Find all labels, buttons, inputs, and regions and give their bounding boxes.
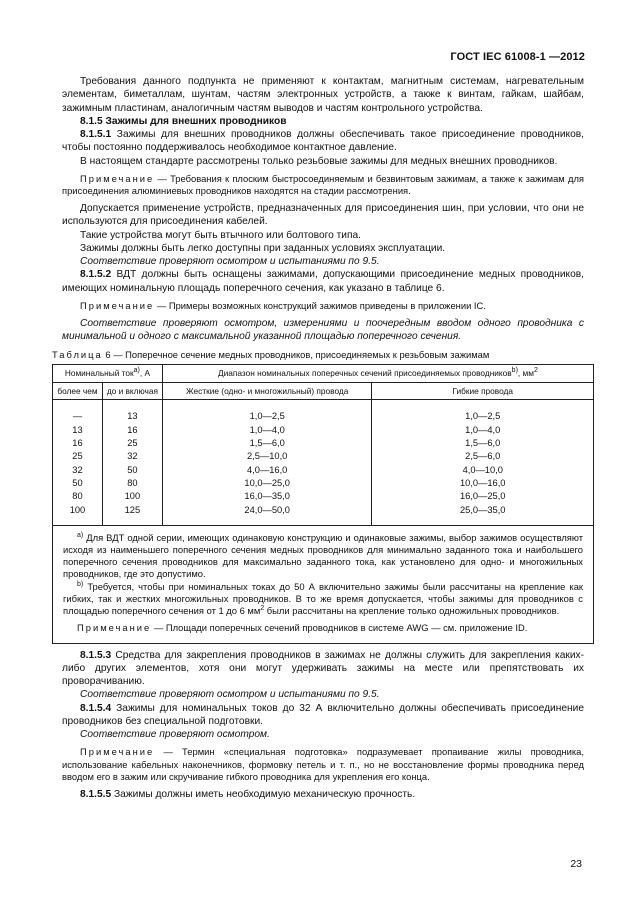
note-text: — Примеры возможных конструкций зажимов приведены в приложении IC. [156, 299, 486, 311]
cell-rigid: 16,0—35,0 [162, 490, 372, 503]
compliance-check-3: Соответствие проверяют осмотром и испытаниями по 9.5. [80, 689, 380, 701]
section-heading-8-1-5 [62, 115, 584, 128]
cell-up-to: 32 [102, 450, 162, 463]
table-note [63, 622, 583, 634]
table-footnotes-row [53, 525, 594, 643]
table-6-caption [52, 349, 584, 361]
cell-rigid: 2,5—10,0 [162, 450, 372, 463]
cell-rigid: 24,0—50,0 [162, 504, 372, 526]
screw-terminals-paragraph: В настоящем стандарте рассмотрены только резьбовые зажимы для медных внешних проводников. [80, 155, 558, 167]
header-rated-current: Номинальный ток$^{a)}$, А [53, 364, 163, 382]
cell-flexible: 1,5—6,0 [372, 437, 594, 450]
note-text: — Требования к плоским быстросоединяемым и безвинтовым зажимам, а также к зажимам для присоединения алюминиевых проводников находятся на стадии рассмотрения. [62, 172, 584, 196]
clause-text: Зажимы для внешних проводников должны обеспечивать такое присоединение проводников, чтобы постоянно поддерживалось необходимое контактное давление. [62, 129, 584, 154]
footnote-a: $^{a)}$ Для ВДТ одной серии, имеющих одинаковую конструкцию и одинаковые зажимы, выбор зажимов осуществляют исходя из наименьшего поперечного сечения медных проводников для минимально заданного тока и наибольшего поперечного сечения проводников для максимально заданного тока, как установлено для одно- и многожильных проводников, где это допустимо. [63, 531, 584, 580]
access-paragraph: Зажимы должны быть легко доступны при заданных условиях эксплуатации. [80, 242, 446, 254]
table-row [53, 400, 594, 424]
page-number: 23 [570, 858, 582, 870]
table-caption-label: Таблица [52, 348, 103, 360]
note-text: — Термин «специальная подготовка» подразумевает пропаивание жилы проводника, использование кабельных наконечников, формовку петель и т. п., но не восстановление формы проводника перед вводом его в зажим или скручивание гибкого проводника для укрепления его конца. [62, 746, 584, 782]
cell-more-than: 32 [53, 464, 103, 477]
cell-flexible: 1,0—2,5 [372, 400, 594, 424]
page-content [52, 75, 584, 801]
clause-8-1-5-2 [62, 268, 584, 295]
table-row [53, 437, 594, 450]
clause-number: 8.1.5.3 [80, 649, 112, 661]
cell-more-than: 16 [53, 437, 103, 450]
table-row [53, 504, 594, 526]
section-number: 8.1.5 [80, 115, 103, 127]
cell-rigid: 4,0—16,0 [162, 464, 372, 477]
cell-more-than: 25 [53, 450, 103, 463]
note-1 [62, 173, 584, 197]
clause-number: 8.1.5.4 [80, 702, 112, 714]
cell-rigid: 1,0—4,0 [162, 424, 372, 437]
header-flexible: Гибкие провода [372, 382, 594, 400]
clause-8-1-5-1 [62, 128, 584, 155]
cell-flexible: 10,0—16,0 [372, 477, 594, 490]
note-3 [62, 746, 584, 783]
cell-more-than: 50 [53, 477, 103, 490]
clause-text: Средства для закрепления проводников в зажимах не должны служить для закрепления каких-либо других элементов, хотя они могут удерживать зажимы на месте или препятствовать их проворачиванию. [62, 649, 584, 688]
cell-flexible: 16,0—25,0 [372, 490, 594, 503]
note-2 [62, 300, 584, 312]
table-caption-text: 6 — Поперечное сечение медных проводников, присоединяемых к резьбовым зажимам [105, 348, 490, 360]
cell-more-than: — [53, 400, 103, 424]
standard-header: ГОСТ IEC 61008-1 —2012 [450, 51, 585, 63]
clause-8-1-5-5 [62, 788, 584, 801]
table-row [53, 477, 594, 490]
cell-more-than: 13 [53, 424, 103, 437]
compliance-check-4: Соответствие проверяют осмотром. [80, 729, 270, 741]
clause-number: 8.1.5.2 [80, 269, 112, 281]
clause-text: ВДТ должны быть оснащены зажимами, допускающими присоединение медных проводников, имеющих номинальную площадь поперечного сечения, как указано в таблице 6. [62, 269, 584, 294]
clause-8-1-5-3 [62, 649, 584, 689]
cell-up-to: 25 [102, 437, 162, 450]
clause-8-1-5-4 [62, 702, 584, 729]
note-label: Примечание [80, 172, 155, 184]
cell-up-to: 80 [102, 477, 162, 490]
note-label: Примечание [80, 746, 155, 758]
table-row [53, 450, 594, 463]
note-text: — Площади поперечных сечений проводников в системе AWG — см. приложение ID. [153, 622, 528, 634]
note-label: Примечание [77, 622, 152, 634]
cell-flexible: 25,0—35,0 [372, 504, 594, 526]
clause-text: Зажимы для номинальных токов до 32 А включительно должны обеспечивать присоединение проводников без специальной подготовки. [62, 702, 584, 727]
cell-flexible: 2,5—6,0 [372, 450, 594, 463]
table-6 [52, 364, 594, 644]
cell-up-to: 50 [102, 464, 162, 477]
cell-flexible: 1,0—4,0 [372, 424, 594, 437]
compliance-check-2: Соответствие проверяют осмотром, измерениями и поочередным вводом одного проводника с минимальной и одного с максимальной указанной площадью поперечного сечения. [62, 318, 584, 343]
compliance-check-1: Соответствие проверяют осмотром и испытаниями по 9.5. [80, 256, 380, 268]
footnote-b: $^{b)}$ Требуется, чтобы при номинальных токах до 50 А включительно зажимы были рассчитаны на крепление как гибких, так и жестких многожильных проводников. В то же время допускается, чтобы зажимы для проводников с площадью поперечного сечения от 1 до 6 $мм^2$ были рассчитаны на крепление только одножильных проводников. [63, 580, 584, 617]
cell-up-to: 125 [102, 504, 162, 526]
cell-rigid: 10,0—25,0 [162, 477, 372, 490]
table-row [53, 424, 594, 437]
types-paragraph: Такие устройства могут быть втычного или болтового типа. [80, 229, 362, 241]
cell-up-to: 13 [102, 400, 162, 424]
table-row [53, 490, 594, 503]
table-footnotes [53, 525, 594, 643]
header-rigid: Жесткие (одно- и многожильный) провода [162, 382, 372, 400]
header-up-to: до и включая [102, 382, 162, 400]
intro-paragraph: Требования данного подпункта не применяют к контактам, магнитным системам, нагревательным элементам, биметаллам, шунтам, частям электронных устройств, а также к винтам, гайкам, шайбам, зажимным пластинам, аналогичным частям выводов и частям контрольного устройства. [62, 76, 584, 114]
section-title: Зажимы для внешних проводников [105, 115, 287, 127]
cell-rigid: 1,5—6,0 [162, 437, 372, 450]
cell-more-than: 100 [53, 504, 103, 526]
table-row [53, 464, 594, 477]
clause-text: Зажимы должны иметь необходимую механическую прочность. [114, 788, 416, 800]
cell-flexible: 4,0—10,0 [372, 464, 594, 477]
header-more-than: более чем [53, 382, 103, 400]
cell-more-than: 80 [53, 490, 103, 503]
cell-rigid: 1,0—2,5 [162, 400, 372, 424]
cell-up-to: 100 [102, 490, 162, 503]
cell-up-to: 16 [102, 424, 162, 437]
clause-number: 8.1.5.5 [80, 788, 112, 800]
header-cross-section-range: Диапазон номинальных поперечных сечений присоединяемых проводников$^{b)}$, $мм^2$ [162, 364, 593, 382]
busbar-paragraph: Допускается применение устройств, предназначенных для присоединения шин, при условии, что они не используются для присоединения кабелей. [62, 203, 584, 228]
clause-number: 8.1.5.1 [80, 129, 112, 140]
note-label: Примечание [80, 299, 155, 311]
